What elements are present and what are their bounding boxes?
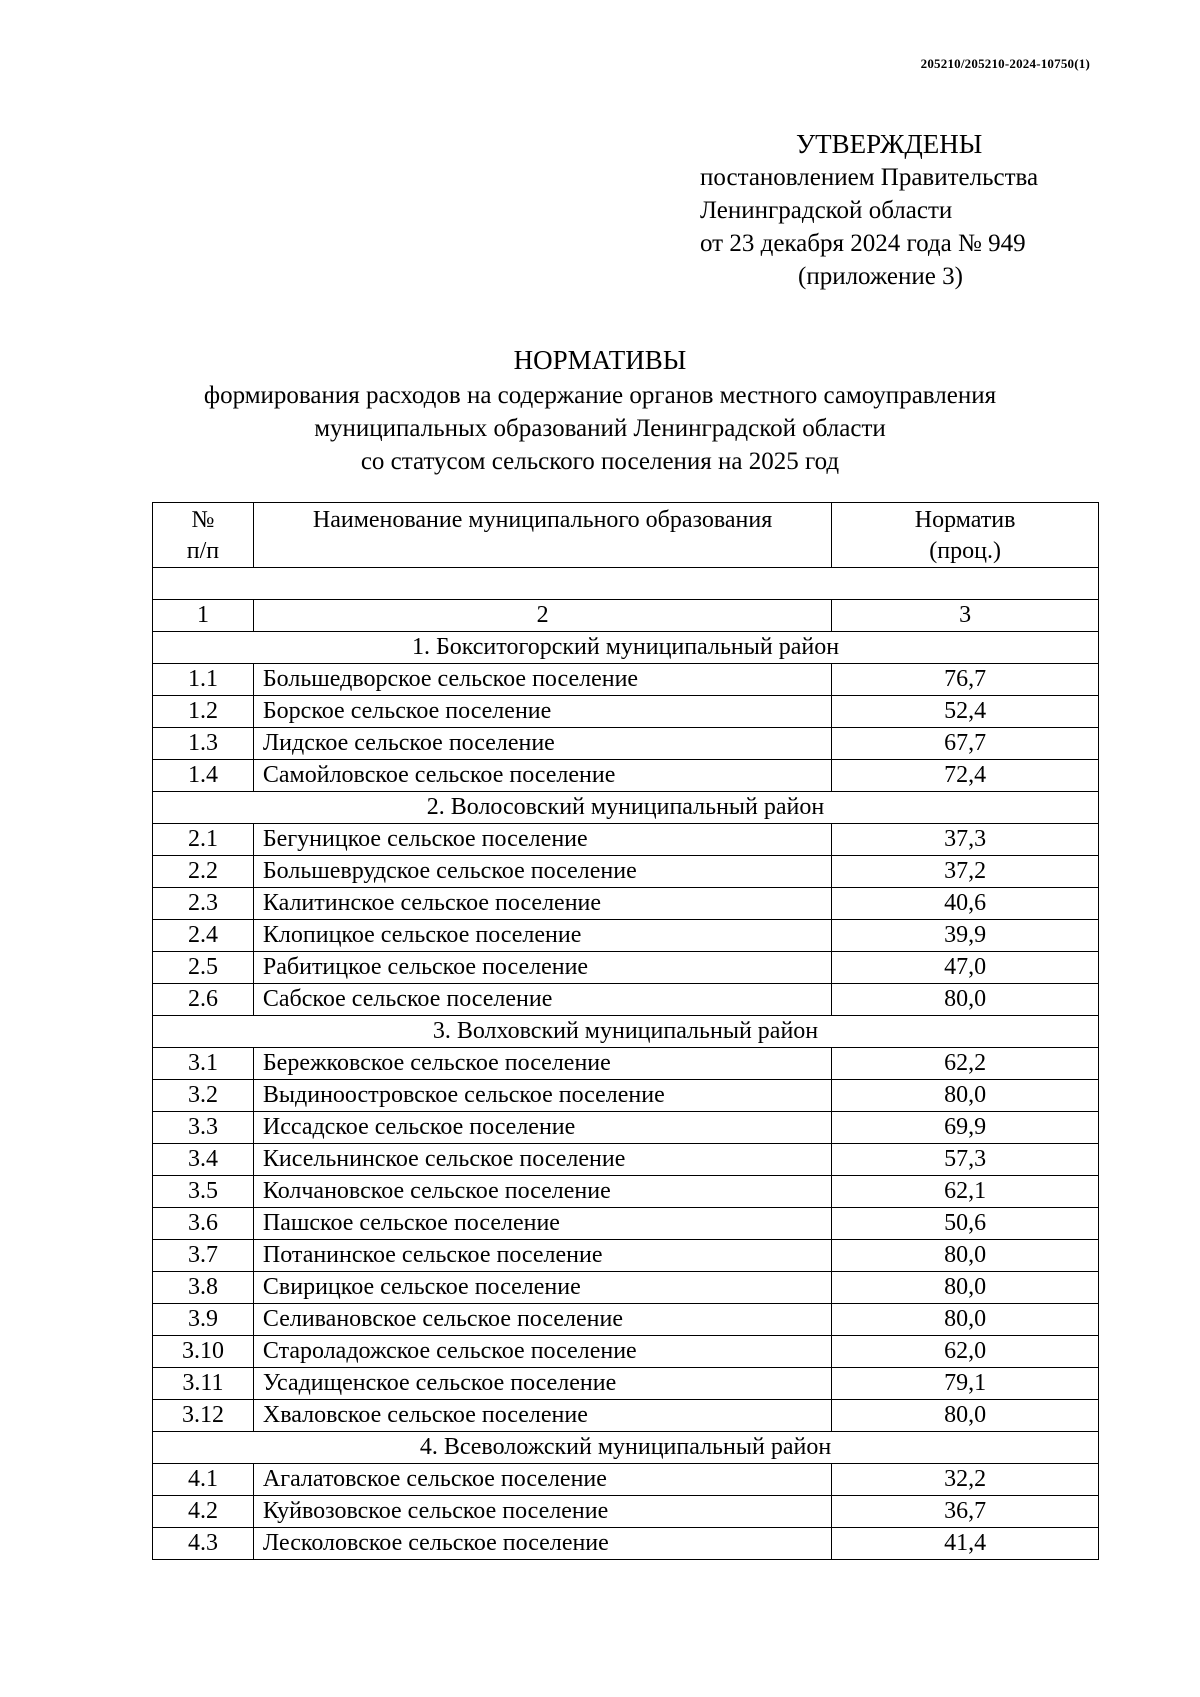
row-number: 3.3 xyxy=(153,1112,254,1144)
table-row xyxy=(153,1048,1099,1080)
table-row xyxy=(153,1080,1099,1112)
row-number: 2.6 xyxy=(153,984,254,1016)
settlement-name: Большедворское сельское поселение xyxy=(253,664,831,696)
table-row xyxy=(153,984,1099,1016)
header-value-line1: Норматив xyxy=(914,507,1016,533)
district-title: 3. Волховский муниципальный район xyxy=(153,1016,1099,1048)
district-title: 4. Всеволожский муниципальный район xyxy=(153,1432,1099,1464)
district-title: 2. Волосовский муниципальный район xyxy=(153,792,1099,824)
settlement-name: Бегуницкое сельское поселение xyxy=(253,824,831,856)
settlement-name: Свирицкое сельское поселение xyxy=(253,1272,831,1304)
norm-value: 79,1 xyxy=(832,1368,1099,1400)
settlement-name: Усадищенское сельское поселение xyxy=(253,1368,831,1400)
row-number: 4.2 xyxy=(153,1496,254,1528)
settlement-name: Клопицкое сельское поселение xyxy=(253,920,831,952)
row-number: 1.1 xyxy=(153,664,254,696)
norm-value: 72,4 xyxy=(832,760,1099,792)
norm-value: 36,7 xyxy=(832,1496,1099,1528)
district-row xyxy=(153,1432,1099,1464)
norm-value: 50,6 xyxy=(832,1208,1099,1240)
row-number: 1.2 xyxy=(153,696,254,728)
approval-line: постановлением Правительства xyxy=(700,164,1039,191)
settlement-name: Хваловское сельское поселение xyxy=(253,1400,831,1432)
approval-line: от 23 декабря 2024 года № 949 xyxy=(700,230,1026,257)
table-row xyxy=(153,1464,1099,1496)
table-row xyxy=(153,1240,1099,1272)
settlement-name: Борское сельское поселение xyxy=(253,696,831,728)
table-row xyxy=(153,696,1099,728)
row-number: 1.4 xyxy=(153,760,254,792)
row-number: 4.1 xyxy=(153,1464,254,1496)
settlement-name: Сабское сельское поселение xyxy=(253,984,831,1016)
settlement-name: Потанинское сельское поселение xyxy=(253,1240,831,1272)
header-name: Наименование муниципального образования xyxy=(253,503,831,568)
district-row xyxy=(153,632,1099,664)
table-row xyxy=(153,1304,1099,1336)
norm-value: 57,3 xyxy=(832,1144,1099,1176)
table-row xyxy=(153,760,1099,792)
row-number: 3.12 xyxy=(153,1400,254,1432)
settlement-name: Колчановское сельское поселение xyxy=(253,1176,831,1208)
row-number: 3.8 xyxy=(153,1272,254,1304)
row-number: 2.4 xyxy=(153,920,254,952)
row-number: 2.5 xyxy=(153,952,254,984)
norm-value: 47,0 xyxy=(832,952,1099,984)
table-row xyxy=(153,952,1099,984)
norm-value: 69,9 xyxy=(832,1112,1099,1144)
table-body xyxy=(153,568,1099,1560)
document-id: 205210/205210-2024-10750(1) xyxy=(920,56,1090,71)
table-row xyxy=(153,664,1099,696)
norm-value: 52,4 xyxy=(832,696,1099,728)
row-number: 2.1 xyxy=(153,824,254,856)
settlement-name: Староладожское сельское поселение xyxy=(253,1336,831,1368)
norm-value: 80,0 xyxy=(832,1304,1099,1336)
settlement-name: Самойловское сельское поселение xyxy=(253,760,831,792)
table-row xyxy=(153,1528,1099,1560)
row-number: 4.3 xyxy=(153,1528,254,1560)
settlement-name: Иссадское сельское поселение xyxy=(253,1112,831,1144)
norm-value: 37,2 xyxy=(832,856,1099,888)
table-row xyxy=(153,1336,1099,1368)
norms-table xyxy=(152,502,1099,1560)
heading-title: НОРМАТИВЫ xyxy=(513,345,687,375)
district-title: 1. Бокситогорский муниципальный район xyxy=(153,632,1099,664)
row-number: 2.3 xyxy=(153,888,254,920)
approval-appendix: (приложение 3) xyxy=(798,263,963,290)
table-row xyxy=(153,728,1099,760)
norm-value: 40,6 xyxy=(832,888,1099,920)
row-number: 3.9 xyxy=(153,1304,254,1336)
settlement-name: Пашское сельское поселение xyxy=(253,1208,831,1240)
table-row xyxy=(153,1368,1099,1400)
norm-value: 80,0 xyxy=(832,984,1099,1016)
table-row xyxy=(153,1496,1099,1528)
table-row xyxy=(153,1208,1099,1240)
norm-value: 37,3 xyxy=(832,824,1099,856)
column-index-cell: 1 xyxy=(153,600,254,632)
norm-value: 80,0 xyxy=(832,1240,1099,1272)
settlement-name: Лесколовское сельское поселение xyxy=(253,1528,831,1560)
row-number: 3.4 xyxy=(153,1144,254,1176)
row-number: 3.2 xyxy=(153,1080,254,1112)
settlement-name: Куйвозовское сельское поселение xyxy=(253,1496,831,1528)
table-row xyxy=(153,920,1099,952)
settlement-name: Бережковское сельское поселение xyxy=(253,1048,831,1080)
table-row xyxy=(153,1400,1099,1432)
table-row xyxy=(153,824,1099,856)
norm-value: 67,7 xyxy=(832,728,1099,760)
document-heading xyxy=(100,344,1100,478)
header-value-line2: (проц.) xyxy=(929,538,1001,564)
table-row xyxy=(153,1176,1099,1208)
norm-value: 62,2 xyxy=(832,1048,1099,1080)
settlement-name: Лидское сельское поселение xyxy=(253,728,831,760)
header-num-line1: № xyxy=(191,507,215,533)
approval-line: Ленинградской области xyxy=(700,197,953,224)
approval-title: УТВЕРЖДЕНЫ xyxy=(796,129,983,159)
table-row xyxy=(153,856,1099,888)
header-num xyxy=(153,503,254,568)
spacer-row xyxy=(153,568,1099,600)
table-row xyxy=(153,1144,1099,1176)
norm-value: 32,2 xyxy=(832,1464,1099,1496)
heading-line: формирования расходов на содержание органов местного самоуправления xyxy=(203,382,997,409)
table-row xyxy=(153,1112,1099,1144)
row-number: 3.6 xyxy=(153,1208,254,1240)
settlement-name: Агалатовское сельское поселение xyxy=(253,1464,831,1496)
norm-value: 39,9 xyxy=(832,920,1099,952)
row-number: 3.10 xyxy=(153,1336,254,1368)
district-row xyxy=(153,792,1099,824)
norm-value: 76,7 xyxy=(832,664,1099,696)
heading-line: со статусом сельского поселения на 2025 год xyxy=(360,448,840,475)
norm-value: 80,0 xyxy=(832,1272,1099,1304)
row-number: 3.1 xyxy=(153,1048,254,1080)
norm-value: 80,0 xyxy=(832,1080,1099,1112)
norm-value: 62,1 xyxy=(832,1176,1099,1208)
row-number: 2.2 xyxy=(153,856,254,888)
settlement-name: Большеврудское сельское поселение xyxy=(253,856,831,888)
row-number: 3.5 xyxy=(153,1176,254,1208)
row-number: 1.3 xyxy=(153,728,254,760)
column-index-row xyxy=(153,600,1099,632)
table-row xyxy=(153,888,1099,920)
approval-block xyxy=(700,128,1100,293)
norm-value: 80,0 xyxy=(832,1400,1099,1432)
settlement-name: Кисельнинское сельское поселение xyxy=(253,1144,831,1176)
header-num-line2: п/п xyxy=(186,538,220,564)
settlement-name: Селивановское сельское поселение xyxy=(253,1304,831,1336)
row-number: 3.7 xyxy=(153,1240,254,1272)
settlement-name: Калитинское сельское поселение xyxy=(253,888,831,920)
row-number: 3.11 xyxy=(153,1368,254,1400)
column-index-cell: 3 xyxy=(832,600,1099,632)
heading-line: муниципальных образований Ленинградской области xyxy=(314,415,886,442)
column-index-cell: 2 xyxy=(253,600,831,632)
header-value xyxy=(832,503,1099,568)
norm-value: 62,0 xyxy=(832,1336,1099,1368)
table-header-row xyxy=(153,503,1099,568)
table-row xyxy=(153,1272,1099,1304)
district-row xyxy=(153,1016,1099,1048)
settlement-name: Выдиноостровское сельское поселение xyxy=(253,1080,831,1112)
settlement-name: Рабитицкое сельское поселение xyxy=(253,952,831,984)
norm-value: 41,4 xyxy=(832,1528,1099,1560)
